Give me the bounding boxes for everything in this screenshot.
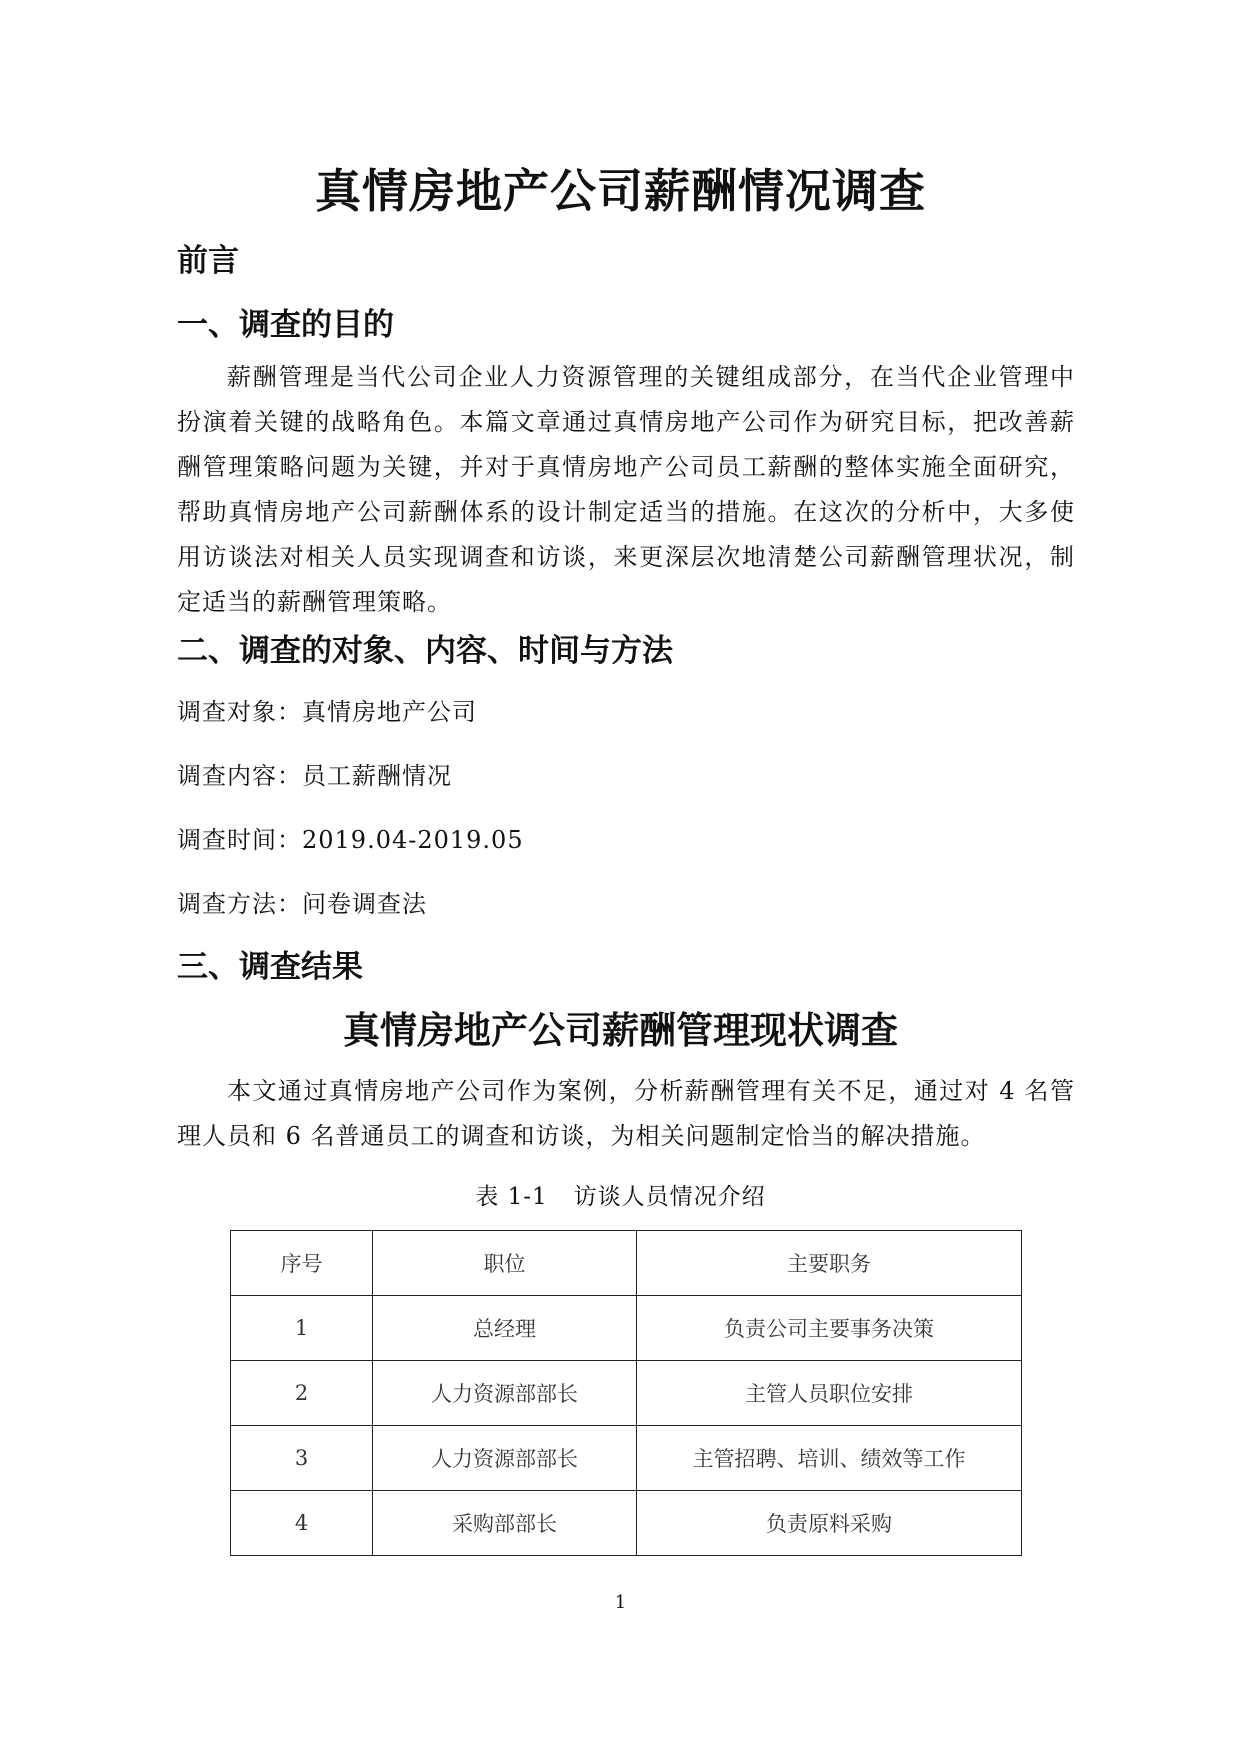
- intro-paragraph: 本文通过真情房地产公司作为案例，分析薪酬管理有关不足，通过对 4 名管理人员和 6 名普通员工的调查和访谈，为相关问题制定恰当的解决措施。: [177, 1077, 1075, 1150]
- column-header-duties: 主要职务: [637, 1231, 1022, 1296]
- column-header-number: 序号: [231, 1231, 373, 1296]
- table-row: [231, 1296, 1022, 1361]
- survey-time: 调查时间：2019.04-2019.05: [177, 826, 524, 854]
- table-cell: 4: [231, 1491, 373, 1556]
- purpose-paragraph: 薪酬管理是当代公司企业人力资源管理的关键组成部分，在当代企业管理中扮演着关键的战略角色。本篇文章通过真情房地产公司作为研究目标，把改善薪酬管理策略问题为关键，并对于真情房地产公司员工薪酬的整体实施全面研究，帮助真情房地产公司薪酬体系的设计制定适当的措施。在这次的分析中，大多使用访谈法对相关人员实现调查和访谈，来更深层次地清楚公司薪酬管理状况，制定适当的薪酬管理策略。: [177, 363, 1075, 616]
- table-caption-number: 表 1-1: [475, 1184, 548, 1210]
- results-heading: 三、调查结果: [177, 949, 363, 985]
- table-row: [231, 1491, 1022, 1556]
- page-title: 真情房地产公司薪酬情况调查: [315, 164, 926, 218]
- survey-object: 调查对象：真情房地产公司: [177, 698, 477, 726]
- table-caption-title: 访谈人员情况介绍: [573, 1184, 766, 1210]
- table-header-row: [231, 1231, 1022, 1296]
- survey-content: 调查内容：员工薪酬情况: [177, 762, 452, 790]
- table-cell: 总经理: [373, 1296, 637, 1361]
- table-caption: [0, 1178, 1241, 1211]
- table-cell: 主管招聘、培训、绩效等工作: [637, 1426, 1022, 1491]
- purpose-heading: 一、调查的目的: [177, 307, 394, 343]
- section-subtitle: 真情房地产公司薪酬管理现状调查: [343, 1009, 898, 1052]
- table-cell: 主管人员职位安排: [637, 1361, 1022, 1426]
- table-cell: 负责公司主要事务决策: [637, 1296, 1022, 1361]
- table-cell: 采购部部长: [373, 1491, 637, 1556]
- survey-method: 调查方法：问卷调查法: [177, 890, 427, 918]
- table-cell: 1: [231, 1296, 373, 1361]
- table-row: [231, 1426, 1022, 1491]
- table-cell: 负责原料采购: [637, 1491, 1022, 1556]
- page-number: 1: [614, 1592, 627, 1613]
- table-row: [231, 1361, 1022, 1426]
- table-cell: 3: [231, 1426, 373, 1491]
- table-cell: 2: [231, 1361, 373, 1426]
- preface-heading: 前言: [177, 243, 239, 279]
- scope-heading: 二、调查的对象、内容、时间与方法: [177, 633, 673, 669]
- table-cell: 人力资源部部长: [373, 1361, 637, 1426]
- table-cell: 人力资源部部长: [373, 1426, 637, 1491]
- interviewee-table: [230, 1230, 1022, 1556]
- column-header-position: 职位: [373, 1231, 637, 1296]
